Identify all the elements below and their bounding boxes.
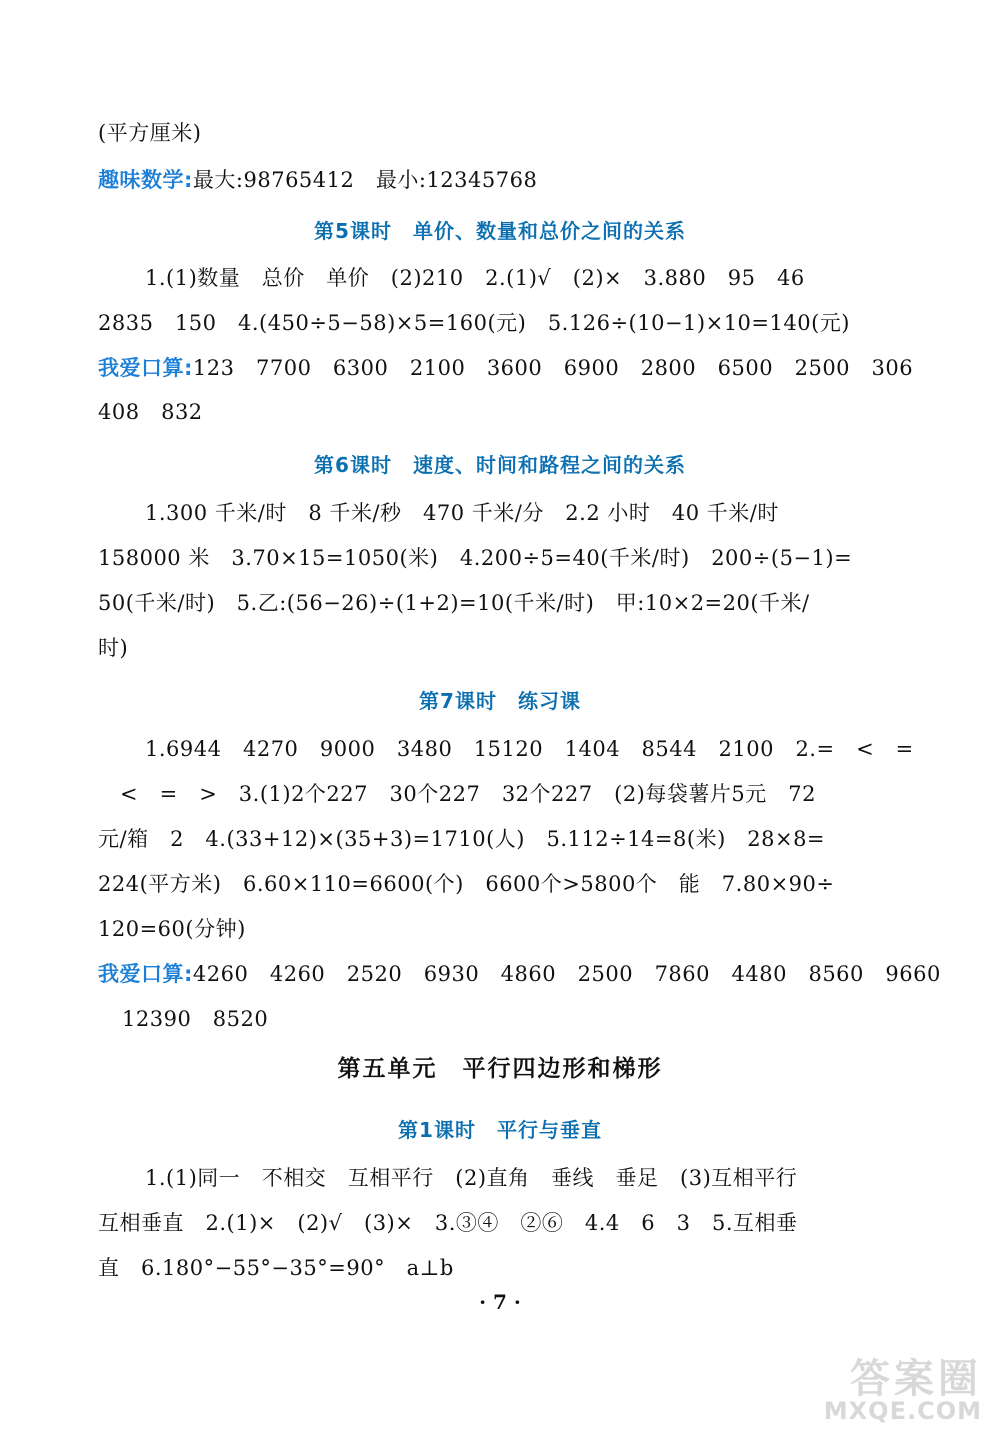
section-title-unit5-lesson1: 第1课时 平行与垂直 [398,1118,602,1142]
text-line: 50(千米/时) 5.乙:(56−26)÷(1+2)=10(千米/时) 甲:10×2=20(千米/ [98,591,810,615]
text-line: 120=60(分钟) [98,917,246,941]
oral-calc-line [98,353,914,383]
text-line: 12390 8520 [122,1007,269,1031]
text-line: 元/箱 2 4.(33+12)×(35+3)=1710(人) 5.112÷14=8(米) 28×8= [98,827,826,851]
fun-math-text: 最大:98765412 最小:12345768 [192,168,538,192]
text-line: < = > 3.(1)2个227 30个227 32个227 (2)每袋薯片5元 72 [120,782,816,806]
text-line: 408 832 [98,400,203,424]
unit-title: 第五单元 平行四边形和梯形 [337,1056,663,1082]
text-line: 1.(1)同一 不相交 互相平行 (2)直角 垂线 垂足 (3)互相平行 [145,1166,798,1190]
oral-calc-text: 4260 4260 2520 6930 4860 2500 7860 4480 8560 9660 [192,962,941,986]
watermark-top: 答案圈 [850,1356,982,1402]
text-line: 互相垂直 2.(1)× (2)√ (3)× 3.③④ ②⑥ 4.4 6 3 5.互相垂 [98,1211,798,1235]
oral-calc-text: 123 7700 6300 2100 3600 6900 2800 6500 2500 306 [192,356,914,380]
text-line: 1.(1)数量 总价 单价 (2)210 2.(1)√ (2)× 3.880 95 46 [145,266,805,290]
fun-math-line [98,165,898,195]
watermark-bottom: MXQE.COM [823,1397,982,1425]
text-line: (平方厘米) [98,121,202,145]
text-line: 1.6944 4270 9000 3480 15120 1404 8544 2100 2.= < = [145,737,914,761]
section-title-lesson6: 第6课时 速度、时间和路程之间的关系 [314,453,686,477]
watermark-logo [790,1347,990,1425]
fun-math-label: 趣味数学: [98,168,193,192]
section-title-lesson7: 第7课时 练习课 [419,689,581,713]
oral-calc-line [98,959,941,989]
section-title-lesson5: 第5课时 单价、数量和总价之间的关系 [314,219,686,243]
text-line: 1.300 千米/时 8 千米/秒 470 千米/分 2.2 小时 40 千米/时 [145,501,779,525]
text-line: 2835 150 4.(450÷5−58)×5=160(元) 5.126÷(10−1)×10=140(元) [98,311,850,335]
text-line: 158000 米 3.70×15=1050(米) 4.200÷5=40(千米/时) 200÷(5−1)= [98,546,853,570]
text-line: 直 6.180°−55°−35°=90° a⊥b [98,1256,454,1280]
page-number: · 7 · [479,1290,521,1314]
oral-calc-label: 我爱口算: [98,962,193,986]
text-line: 224(平方米) 6.60×110=6600(个) 6600个>5800个 能 7.80×90÷ [98,872,835,896]
text-line: 时) [98,636,129,660]
oral-calc-label: 我爱口算: [98,356,193,380]
